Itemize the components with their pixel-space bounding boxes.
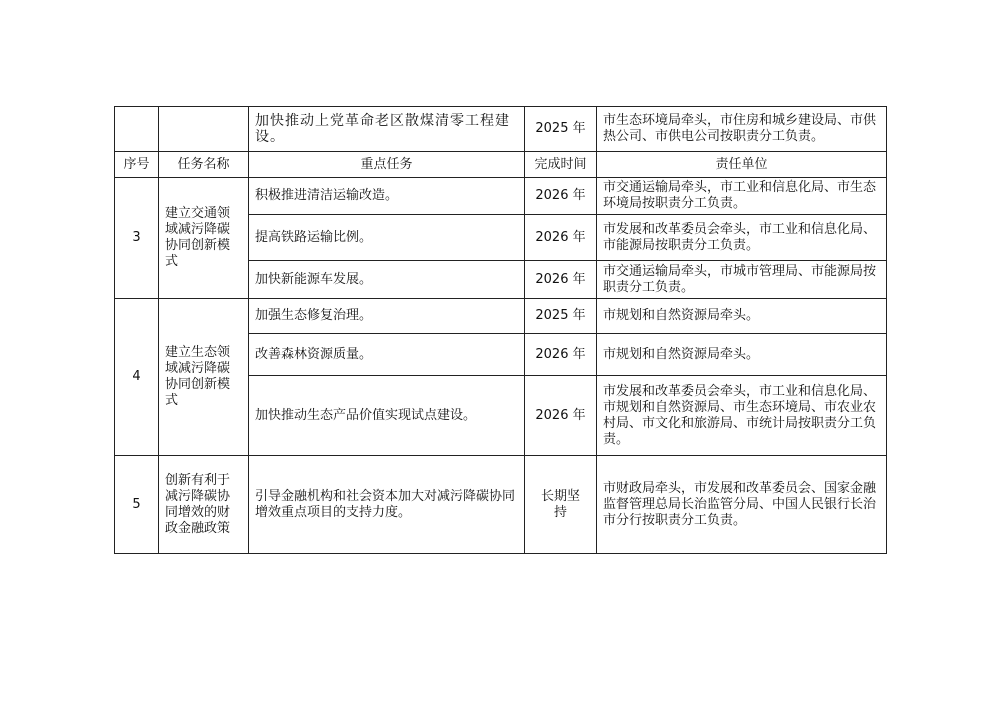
time-cell: 2025 年 [525, 107, 597, 152]
no-cell-empty [115, 107, 159, 152]
table-row [115, 178, 887, 215]
group-name: 建立生态领域减污降碳协同创新模式 [159, 299, 249, 456]
task-cell: 加快推动上党革命老区散煤清零工程建设。 [249, 107, 525, 152]
group-no: 3 [115, 178, 159, 299]
time-cell: 长期坚持 [525, 456, 597, 554]
time-cell: 2025 年 [525, 299, 597, 334]
unit-cell: 市规划和自然资源局牵头。 [597, 334, 887, 376]
task-cell: 提高铁路运输比例。 [249, 215, 525, 261]
header-no: 序号 [115, 152, 159, 178]
unit-cell: 市交通运输局牵头，市城市管理局、市能源局按职责分工负责。 [597, 261, 887, 299]
task-cell: 加快推动生态产品价值实现试点建设。 [249, 376, 525, 456]
header-name: 任务名称 [159, 152, 249, 178]
task-cell: 积极推进清洁运输改造。 [249, 178, 525, 215]
unit-cell: 市发展和改革委员会牵头，市工业和信息化局、市规划和自然资源局、市生态环境局、市农业农村局、市文化和旅游局、市统计局按职责分工负责。 [597, 376, 887, 456]
task-cell: 引导金融机构和社会资本加大对减污降碳协同增效重点项目的支持力度。 [249, 456, 525, 554]
group-no: 4 [115, 299, 159, 456]
table-row [115, 456, 887, 554]
time-cell: 2026 年 [525, 215, 597, 261]
task-table [114, 106, 887, 554]
task-cell: 改善森林资源质量。 [249, 334, 525, 376]
task-cell: 加快新能源车发展。 [249, 261, 525, 299]
table-row [115, 299, 887, 334]
group-name: 建立交通领域减污降碳协同创新模式 [159, 178, 249, 299]
table-row [115, 107, 887, 152]
time-cell: 2026 年 [525, 376, 597, 456]
header-task: 重点任务 [249, 152, 525, 178]
table-header-row [115, 152, 887, 178]
unit-cell: 市交通运输局牵头，市工业和信息化局、市生态环境局按职责分工负责。 [597, 178, 887, 215]
time-cell: 2026 年 [525, 178, 597, 215]
unit-cell: 市财政局牵头，市发展和改革委员会、国家金融监督管理总局长治监管分局、中国人民银行长治市分行按职责分工负责。 [597, 456, 887, 554]
header-time: 完成时间 [525, 152, 597, 178]
unit-cell: 市规划和自然资源局牵头。 [597, 299, 887, 334]
task-cell: 加强生态修复治理。 [249, 299, 525, 334]
header-unit: 责任单位 [597, 152, 887, 178]
group-no: 5 [115, 456, 159, 554]
name-cell-empty [159, 107, 249, 152]
time-cell: 2026 年 [525, 334, 597, 376]
unit-cell: 市发展和改革委员会牵头，市工业和信息化局、市能源局按职责分工负责。 [597, 215, 887, 261]
time-cell: 2026 年 [525, 261, 597, 299]
group-name: 创新有利于减污降碳协同增效的财政金融政策 [159, 456, 249, 554]
unit-cell: 市生态环境局牵头，市住房和城乡建设局、市供热公司、市供电公司按职责分工负责。 [597, 107, 887, 152]
